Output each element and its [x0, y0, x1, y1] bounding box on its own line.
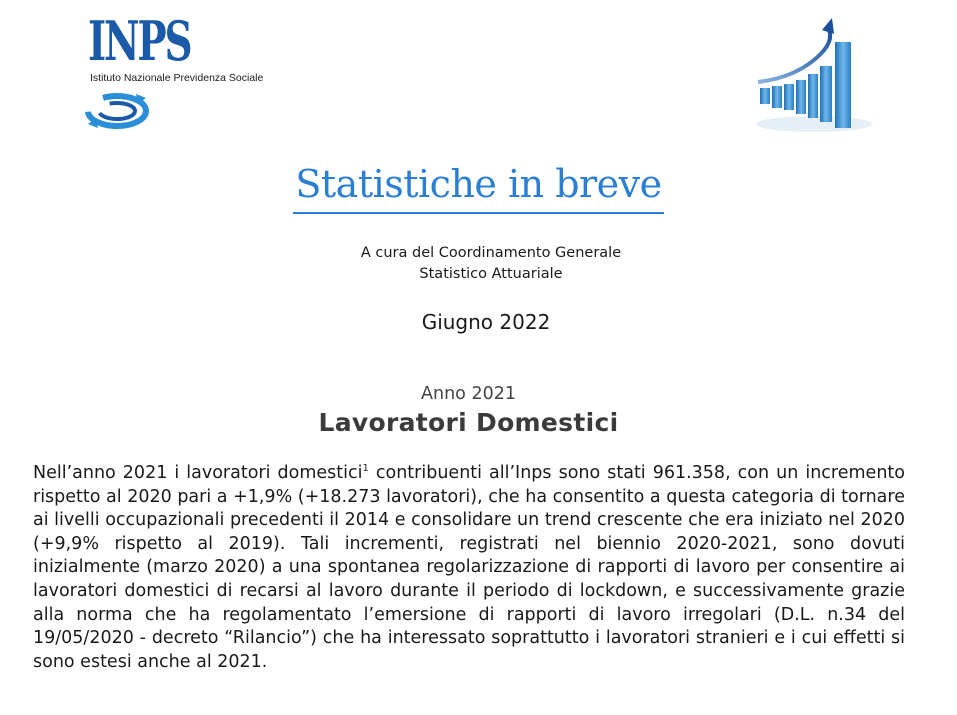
- section-year: Anno 2021: [421, 384, 516, 404]
- body-paragraph: [33, 462, 905, 674]
- footnote-reference[interactable]: 1: [362, 463, 369, 475]
- body-text-part-2: contribuenti all’Inps sono stati 961.358, con un incremento rispetto al 2020 pari a +1,9% (+18.273 lavoratori), che ha consentito a questa categoria di tornare ai livelli occupazionali precedenti il 2014 e consolidare un trend crescente che era iniziato nel 2020 (+9,9% rispetto al 2019). Tali incrementi, registrati nel biennio 2020-2021, sono dovuti inizialmente (marzo 2020) a una spontanea regolarizzazione di rapporti di lavoro per consentire ai lavoratori domestici di recarsi al lavoro durante il periodo di lockdown, e successivamente grazie alla norma che ha regolamentato l’emersione di rapporti di lavoro irregolari (D.L. n.34 del 19/05/2020 - decreto “Rilancio”) che ha interessato soprattutto i lavoratori stranieri e i cui effetti si sono estesi anche al 2021.: [33, 463, 905, 672]
- curator-line-2: Statistico Attuariale: [419, 266, 563, 282]
- logo-swirl-icon: [84, 90, 154, 132]
- growth-chart-icon: [752, 16, 874, 134]
- logo-wordmark: INPS: [88, 9, 191, 73]
- curator-block: [0, 243, 957, 285]
- logo-subtitle: Istituto Nazionale Previdenza Sociale: [90, 72, 264, 84]
- page-title: [0, 162, 957, 214]
- curator-line-1: A cura del Coordinamento Generale: [360, 245, 622, 261]
- inps-logo: [84, 10, 284, 130]
- body-text-part-1: Nell’anno 2021 i lavoratori domestici: [33, 463, 363, 483]
- publication-date: Giugno 2022: [421, 310, 551, 334]
- section-heading: Lavoratori Domestici: [318, 408, 619, 437]
- page-title-text: Statistiche in breve: [293, 162, 663, 214]
